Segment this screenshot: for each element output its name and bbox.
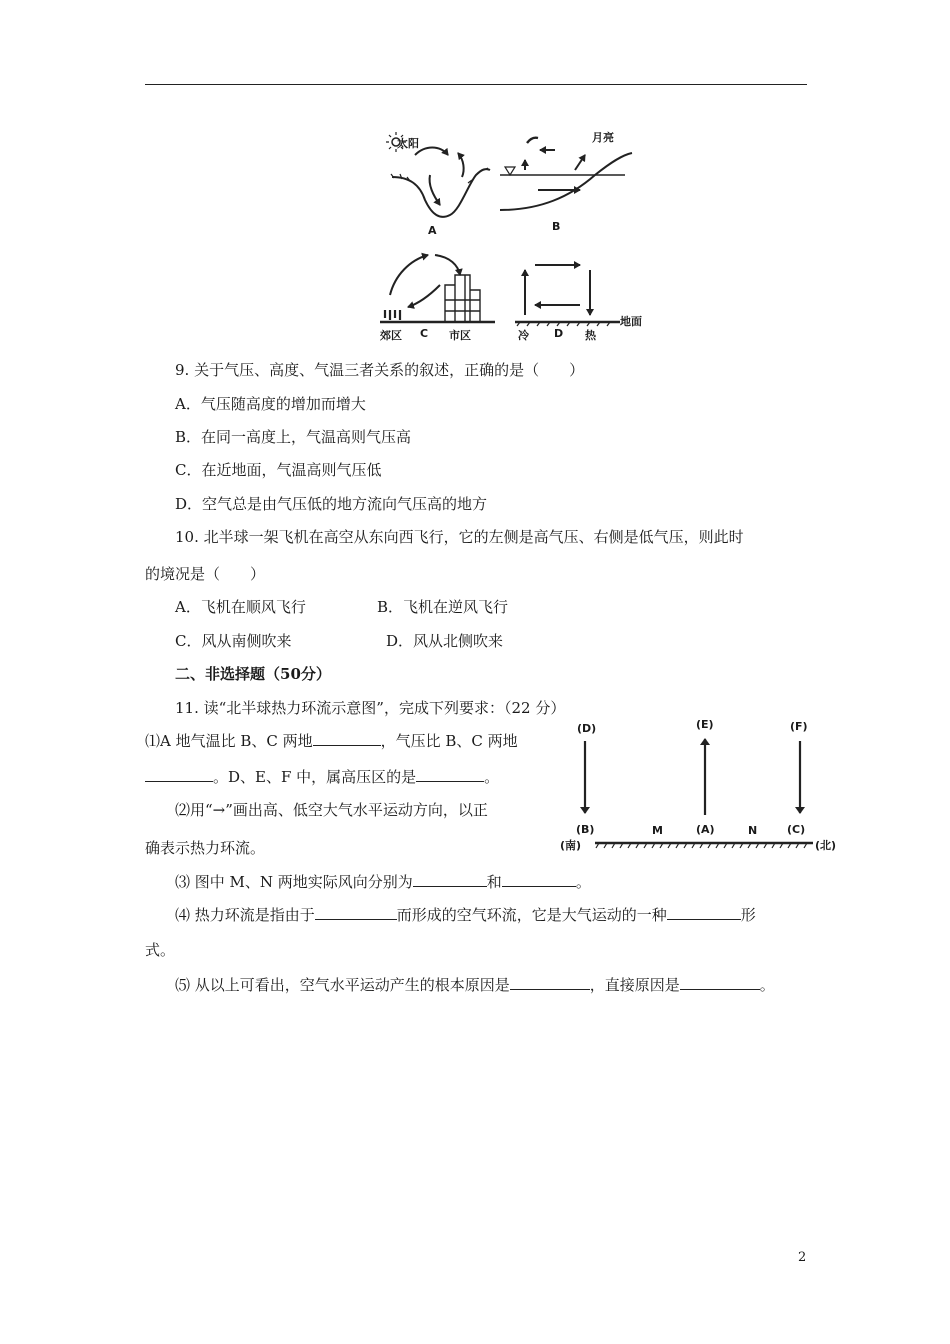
q10-stem-line2: 的境况是（ ） bbox=[145, 565, 266, 583]
city-label: 市区 bbox=[449, 329, 471, 342]
answer-blank[interactable] bbox=[510, 975, 590, 990]
q11-p3-text-b: 和 bbox=[486, 873, 502, 891]
q11-p1-text-c: 。D、E、F 中，属高压区的是 bbox=[213, 768, 417, 786]
label-d: (D) bbox=[577, 722, 597, 735]
panel-d-label: D bbox=[554, 327, 564, 340]
page-number: 2 bbox=[798, 1250, 807, 1265]
panel-a-label: A bbox=[428, 224, 437, 237]
panel-b-lake-land bbox=[500, 138, 632, 210]
q11-part5 bbox=[175, 975, 775, 995]
answer-blank[interactable] bbox=[315, 905, 397, 920]
q11-part2-line1: ⑵用“→”画出高、低空大气水平运动方向，以正 bbox=[175, 801, 488, 819]
answer-blank[interactable] bbox=[416, 767, 484, 782]
q10-option-b: B．飞机在逆风飞行 bbox=[377, 598, 509, 616]
q10-stem-line1: 10. 北半球一架飞机在高空从东向西飞行，它的左侧是高气压、右侧是低气压，则此时 bbox=[175, 528, 744, 546]
moon-label: 月亮 bbox=[592, 131, 614, 144]
q11-p4-text-b: 而形成的空气环流，它是大气运动的一种 bbox=[396, 906, 667, 924]
hot-label: 热 bbox=[585, 329, 596, 342]
answer-blank[interactable] bbox=[413, 872, 487, 887]
panel-b-label: B bbox=[552, 220, 561, 233]
q11-part3 bbox=[175, 872, 591, 892]
q9-option-c: C．在近地面，气温高则气压低 bbox=[175, 461, 382, 479]
q11-stem: 11. 读“北半球热力环流示意图”，完成下列要求：（22 分） bbox=[175, 699, 566, 717]
q11-p1-text-b: ，气压比 B、C 两地 bbox=[380, 732, 518, 750]
q11-p4-text-c: 形 bbox=[740, 906, 756, 924]
q11-p5-end: 。 bbox=[759, 976, 775, 994]
q11-p5-text-a: ⑸ 从以上可看出，空气水平运动产生的根本原因是 bbox=[175, 976, 510, 994]
label-n: N bbox=[748, 824, 758, 837]
q10-option-a: A．飞机在顺风飞行 bbox=[175, 598, 306, 616]
label-e: (E) bbox=[696, 718, 714, 731]
q11-part4-line1 bbox=[175, 905, 756, 925]
label-north: (北) bbox=[815, 839, 837, 852]
answer-blank[interactable] bbox=[145, 767, 213, 782]
q11-part4-line2: 式。 bbox=[145, 941, 176, 959]
q10-option-c: C．风从南侧吹来 bbox=[175, 632, 292, 650]
q11-p1-text-a: ⑴A 地气温比 B、C 两地 bbox=[145, 732, 313, 750]
label-f: (F) bbox=[790, 720, 808, 733]
answer-blank[interactable] bbox=[313, 731, 381, 746]
q9-stem: 9. 关于气压、高度、气温三者关系的叙述，正确的是（ ） bbox=[175, 361, 585, 379]
label-b: (B) bbox=[576, 823, 595, 836]
q11-p3-end: 。 bbox=[575, 873, 591, 891]
cold-label: 冷 bbox=[518, 329, 529, 342]
suburb-label: 郊区 bbox=[380, 329, 402, 342]
label-south: (南) bbox=[560, 839, 582, 852]
header-rule bbox=[145, 84, 807, 85]
q9-option-b: B．在同一高度上，气温高则气压高 bbox=[175, 428, 412, 446]
q9-option-d: D．空气总是由气压低的地方流向气压高的地方 bbox=[175, 495, 488, 513]
label-c: (C) bbox=[787, 823, 806, 836]
q11-p1-end: 。 bbox=[484, 768, 500, 786]
panel-d-cold-hot bbox=[515, 265, 620, 326]
sun-label: 太阳 bbox=[397, 137, 419, 150]
section-2-title: 二、非选择题（50分） bbox=[175, 665, 331, 683]
q11-part1-line1 bbox=[145, 731, 518, 751]
panel-c-label: C bbox=[420, 327, 429, 340]
q11-p3-text-a: ⑶ 图中 M、N 两地实际风向分别为 bbox=[175, 873, 413, 891]
ground-label: 地面 bbox=[620, 315, 642, 328]
panel-c-city bbox=[380, 255, 495, 322]
answer-blank[interactable] bbox=[667, 905, 741, 920]
label-m: M bbox=[652, 824, 663, 837]
q10-option-d: D．风从北侧吹来 bbox=[386, 632, 504, 650]
answer-blank[interactable] bbox=[680, 975, 760, 990]
q9-option-a: A．气压随高度的增加而增大 bbox=[175, 395, 366, 413]
q11-part2-line2: 确表示热力环流。 bbox=[145, 839, 266, 857]
q11-p5-text-b: ，直接原因是 bbox=[589, 976, 680, 994]
label-a: (A) bbox=[696, 823, 715, 836]
answer-blank[interactable] bbox=[502, 872, 576, 887]
q11-part1-line2 bbox=[145, 767, 499, 787]
q11-p4-text-a: ⑷ 热力环流是指由于 bbox=[175, 906, 315, 924]
